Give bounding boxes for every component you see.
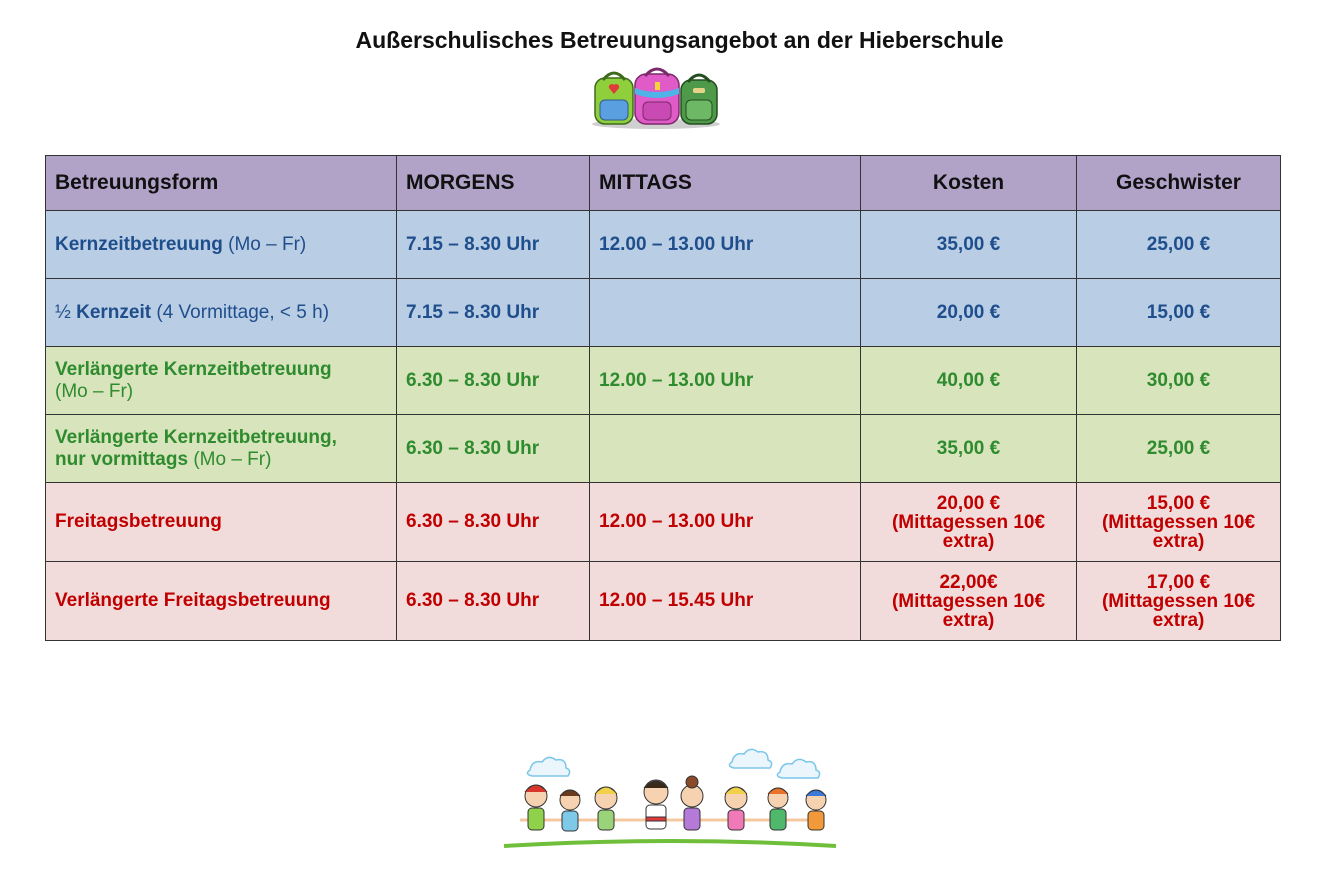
cost-cell: 35,00 € <box>861 415 1077 483</box>
sibling-cell: 15,00 € <box>1077 279 1281 347</box>
table-row <box>46 562 1281 641</box>
form-cell <box>46 211 397 279</box>
midday-cell <box>590 415 861 483</box>
page-title: Außerschulisches Betreuungsangebot an der Hieberschule <box>355 27 1004 53</box>
form-name-line2: nur vormittags <box>55 448 189 470</box>
midday-cell <box>590 279 861 347</box>
table-row <box>46 347 1281 415</box>
table-header-row <box>46 156 1281 211</box>
sibling-cell: 30,00 € <box>1077 347 1281 415</box>
sibling-value: 17,00 € <box>1146 571 1211 593</box>
table-row <box>46 211 1281 279</box>
midday-cell: 12.00 – 15.45 Uhr <box>590 562 861 641</box>
cost-value: 20,00 € <box>936 492 1001 514</box>
form-prefix: ½ <box>55 301 77 323</box>
cost-cell <box>861 562 1077 641</box>
form-note: (Mo – Fr) <box>55 380 134 402</box>
form-cell: Freitagsbetreuung <box>46 483 397 562</box>
header-betreuungsform: Betreuungsform <box>46 156 397 211</box>
cost-value: 22,00€ <box>939 571 998 593</box>
sibling-cell: 25,00 € <box>1077 415 1281 483</box>
form-name: Kernzeitbetreuung <box>55 233 223 255</box>
morning-cell: 6.30 – 8.30 Uhr <box>397 347 590 415</box>
sibling-cell: 25,00 € <box>1077 211 1281 279</box>
header-geschwister: Geschwister <box>1077 156 1281 211</box>
form-cell <box>46 347 397 415</box>
sibling-cell <box>1077 562 1281 641</box>
sibling-note: (Mittagessen 10€ extra) <box>1101 590 1256 631</box>
morning-cell: 6.30 – 8.30 Uhr <box>397 483 590 562</box>
form-cell <box>46 415 397 483</box>
cost-note: (Mittagessen 10€ extra) <box>891 590 1046 631</box>
table-row <box>46 415 1281 483</box>
sibling-cell <box>1077 483 1281 562</box>
form-note: (4 Vormittage, < 5 h) <box>156 301 330 323</box>
midday-cell: 12.00 – 13.00 Uhr <box>590 347 861 415</box>
morning-cell: 7.15 – 8.30 Uhr <box>397 211 590 279</box>
form-cell: Verlängerte Freitagsbetreuung <box>46 562 397 641</box>
form-name: Verlängerte Kernzeitbetreuung <box>55 358 332 380</box>
form-cell <box>46 279 397 347</box>
backpacks-icon <box>589 66 723 130</box>
cost-cell <box>861 483 1077 562</box>
form-note: (Mo – Fr) <box>193 448 272 470</box>
header-mittags: MITTAGS <box>590 156 861 211</box>
care-offer-table <box>45 155 1281 641</box>
form-note: (Mo – Fr) <box>228 233 307 255</box>
children-holding-hands-icon <box>500 742 840 852</box>
table-row <box>46 483 1281 562</box>
sibling-value: 15,00 € <box>1146 492 1211 514</box>
header-kosten: Kosten <box>861 156 1077 211</box>
morning-cell: 7.15 – 8.30 Uhr <box>397 279 590 347</box>
table-row <box>46 279 1281 347</box>
sibling-note: (Mittagessen 10€ extra) <box>1101 511 1256 552</box>
cost-cell: 35,00 € <box>861 211 1077 279</box>
form-name: Verlängerte Kernzeitbetreuung, <box>55 426 337 448</box>
midday-cell: 12.00 – 13.00 Uhr <box>590 483 861 562</box>
morning-cell: 6.30 – 8.30 Uhr <box>397 562 590 641</box>
header-morgens: MORGENS <box>397 156 590 211</box>
cost-note: (Mittagessen 10€ extra) <box>891 511 1046 552</box>
midday-cell: 12.00 – 13.00 Uhr <box>590 211 861 279</box>
cost-cell: 40,00 € <box>861 347 1077 415</box>
form-name: Kernzeit <box>76 301 152 323</box>
morning-cell: 6.30 – 8.30 Uhr <box>397 415 590 483</box>
cost-cell: 20,00 € <box>861 279 1077 347</box>
